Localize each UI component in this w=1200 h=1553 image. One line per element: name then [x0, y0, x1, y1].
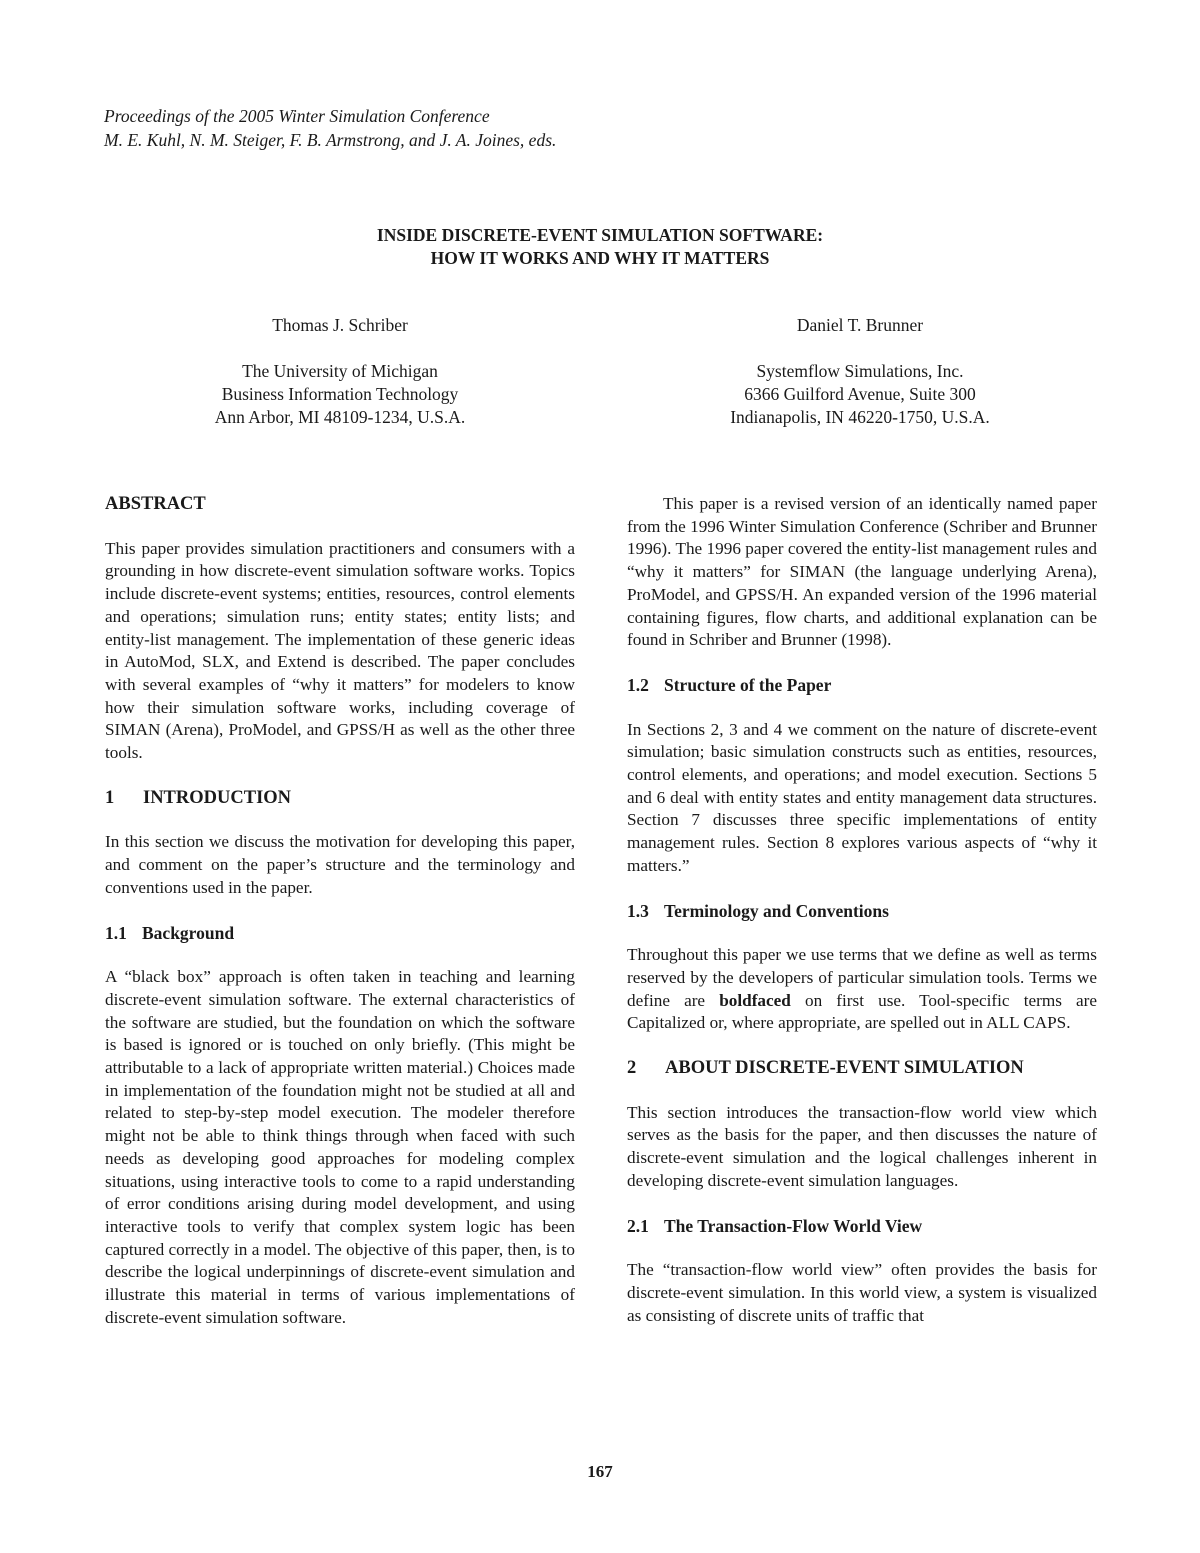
- proceedings-header: [104, 104, 556, 152]
- section-number: 1.1: [105, 922, 127, 943]
- section-number: 1.2: [627, 674, 649, 695]
- section-2-text: This section introduces the transaction-flow world view which serves as the basis for the paper, and then discusses the nature of discrete-event simulation and the logical challenges inherent in developing discrete-event simulation languages.: [627, 1102, 1097, 1190]
- section-1-3-heading: [627, 900, 1097, 923]
- author-department: Business Information Technology: [221, 384, 459, 404]
- section-1-heading: [105, 787, 575, 810]
- section-1-2-heading: [627, 674, 1097, 697]
- left-column: [105, 493, 575, 1330]
- paper-title-line2: HOW IT WORKS AND WHY IT MATTERS: [430, 248, 770, 268]
- section-1-text: In this section we discuss the motivation for developing this paper, and comment on the paper’s structure and the terminology and conventions used in the paper.: [105, 832, 575, 897]
- page-number: 167: [587, 1462, 613, 1481]
- section-title: ABOUT DISCRETE-EVENT SIMULATION: [665, 1058, 1024, 1079]
- intro-continued-text: This paper is a revised version of an identically named paper from the 1996 Winter Simulation Conference (Schriber and Brunner 1996). The 1996 paper covered the entity-list management rules and “why it matters” for SIMAN (the language underlying Arena), ProModel, and GPSS/H. An expanded version of the 1996 material containing figures, flow charts, and additional explanation can be found in Schriber and Brunner (1998).: [627, 494, 1097, 650]
- section-number: 2: [627, 1058, 637, 1079]
- section-1-1-heading: [105, 922, 575, 945]
- paper-title: [0, 224, 1200, 270]
- paper-title-line1: INSIDE DISCRETE-EVENT SIMULATION SOFTWARE:: [376, 225, 824, 245]
- author-block-1: [105, 314, 575, 429]
- text-run: on first use. Tool-specific terms are Capitalized or, where appropriate, are spelled out in ALL CAPS.: [627, 990, 1097, 1033]
- section-number: 1.3: [627, 900, 649, 921]
- text-run: Throughout this paper we use terms that we define as well as terms reserved by the developers of particular simulation tools. Terms we define are: [627, 945, 1097, 1010]
- right-column: [627, 493, 1097, 1327]
- proceedings-editors: M. E. Kuhl, N. M. Steiger, F. B. Armstrong, and J. A. Joines, eds.: [104, 130, 557, 150]
- author-name: Daniel T. Brunner: [796, 315, 924, 335]
- author-affiliation: The University of Michigan: [242, 361, 438, 381]
- section-title: The Transaction-Flow World View: [664, 1215, 923, 1236]
- author-name: Thomas J. Schriber: [272, 315, 408, 335]
- author-address: Ann Arbor, MI 48109-1234, U.S.A.: [214, 407, 466, 427]
- section-title: Terminology and Conventions: [664, 900, 889, 921]
- author-block-2: [625, 314, 1095, 429]
- section-number: 1: [105, 787, 115, 808]
- section-1-2-text: In Sections 2, 3 and 4 we comment on the nature of discrete-event simulation; basic simulation constructs such as entities, resources, control elements, and operations; and model execution. Sections 5 and 6 deal with entity states and entity management data structures. Section 7 discusses three specific implementations of entity management rules. Section 8 explores various aspects of “why it matters.”: [627, 719, 1097, 875]
- section-title: Background: [142, 922, 235, 943]
- author-address: Indianapolis, IN 46220-1750, U.S.A.: [730, 407, 990, 427]
- section-1-1-text: A “black box” approach is often taken in teaching and learning discrete-event simulation software. The external characteristics of the software are studied, but the foundation on which the software is based is ignored or is touched on only briefly. (This might be attributable to a lack of appropriate written material.) Choices made in implementation of the foundation might not be studied at all and related to step-by-step model execution. The modeler therefore might not be able to think things through when faced with such needs as developing good approaches for modeling complex situations, using interactive tools to come to a rapid understanding of error conditions arising during model development, and using interactive tools to verify that complex system logic has been captured correctly in a model. The objective of this paper, then, is to describe the logical underpinnings of discrete-event simulation and illustrate this material in terms of various implementations of discrete-event simulation software.: [105, 967, 575, 1327]
- boldfaced-term: boldfaced: [719, 990, 791, 1010]
- section-number: 2.1: [627, 1215, 649, 1236]
- section-2-1-heading: [627, 1215, 1097, 1238]
- section-title: INTRODUCTION: [143, 787, 292, 808]
- section-title: Structure of the Paper: [664, 674, 832, 695]
- proceedings-title: Proceedings of the 2005 Winter Simulation Conference: [104, 106, 490, 126]
- abstract-heading: ABSTRACT: [105, 494, 206, 514]
- section-2-1-text: The “transaction-flow world view” often provides the basis for discrete-event simulation. In this world view, a system is visualized as consisting of discrete units of traffic that: [627, 1260, 1097, 1325]
- abstract-text: This paper provides simulation practitioners and consumers with a grounding in how discrete-event simulation software works. Topics include discrete-event systems; entities, resources, control elements and operations; simulation runs; entity states; entity lists; and entity-list management. The implementation of these generic ideas in AutoMod, SLX, and Extend is described. The paper concludes with several examples of “why it matters” for modelers to know how their simulation software works, including coverage of SIMAN (Arena), ProModel, and GPSS/H as well as the other three tools.: [105, 538, 575, 763]
- section-1-3-text: [627, 944, 1097, 1035]
- section-2-heading: [627, 1057, 1097, 1080]
- author-department: 6366 Guilford Avenue, Suite 300: [744, 384, 976, 404]
- author-affiliation: Systemflow Simulations, Inc.: [756, 361, 964, 381]
